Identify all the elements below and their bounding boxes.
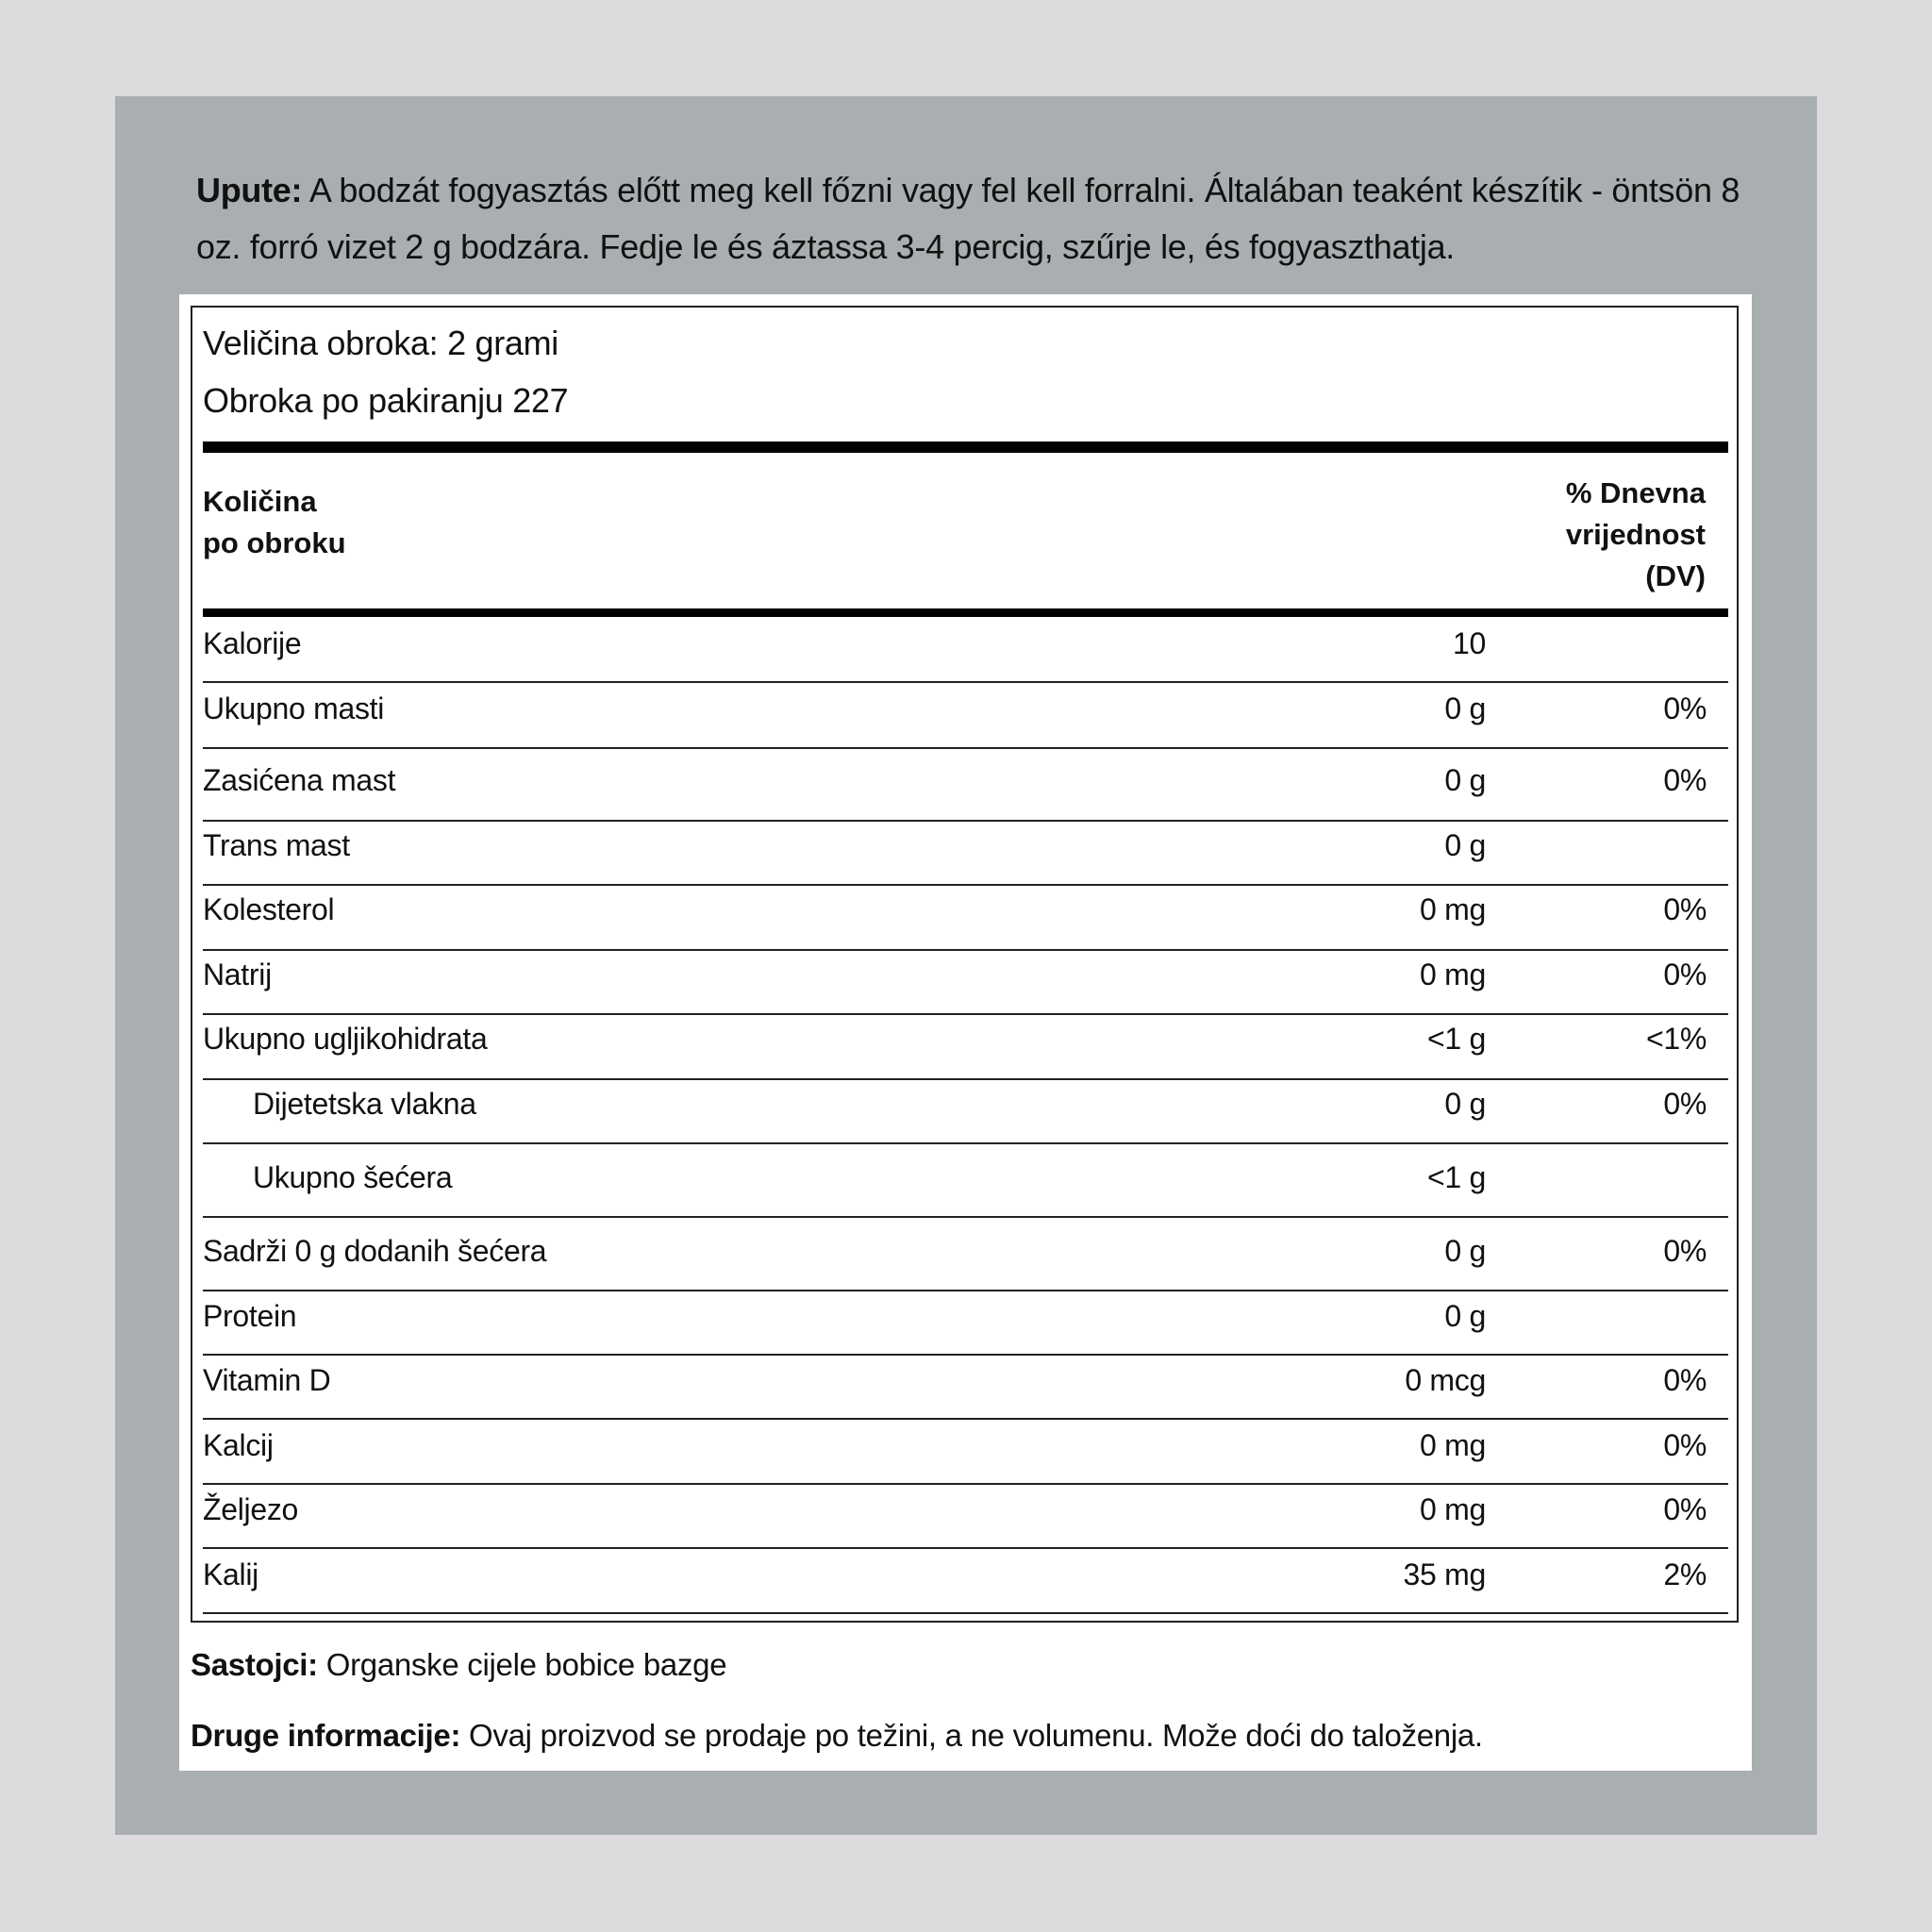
servings-per-package: Obroka po pakiranju 227: [203, 381, 569, 420]
nutrient-name: Zasićena mast: [203, 763, 396, 797]
serving-size: Veličina obroka: 2 grami: [203, 324, 559, 362]
other-info-line: [191, 1712, 1483, 1759]
nutrient-amount: 0 g: [1444, 1299, 1486, 1333]
table-row: [203, 1483, 1728, 1549]
header-amount-per-serving: [203, 481, 346, 564]
nutrient-name: Kalcij: [203, 1428, 274, 1462]
nutrient-amount: 0 g: [1444, 763, 1486, 797]
nutrient-name: Ukupno šećera: [253, 1160, 453, 1194]
nutrient-daily-value: 0%: [1663, 1087, 1707, 1121]
header-dv-line3: (DV): [1645, 559, 1706, 592]
nutrient-daily-value: 2%: [1663, 1557, 1707, 1591]
table-row: [203, 884, 1728, 951]
ingredients-line: [191, 1641, 726, 1689]
nutrient-name: Kalij: [203, 1557, 258, 1591]
nutrient-daily-value: 0%: [1663, 958, 1707, 991]
nutrient-name: Natrij: [203, 958, 272, 991]
nutrient-amount: 0 mg: [1420, 1428, 1486, 1462]
nutrient-daily-value: 0%: [1663, 892, 1707, 926]
nutrient-name: Kalorije: [203, 626, 302, 660]
header-amount-line1: Količina: [203, 485, 317, 518]
nutrient-amount: 0 g: [1444, 1234, 1486, 1268]
nutrient-daily-value: 0%: [1663, 763, 1707, 797]
table-row: [203, 1418, 1728, 1485]
nutrient-amount: <1 g: [1427, 1022, 1486, 1056]
table-row: [203, 820, 1728, 886]
nutrient-amount: <1 g: [1427, 1160, 1486, 1194]
nutrient-daily-value: <1%: [1645, 1022, 1707, 1056]
nutrient-amount: 0 g: [1444, 1087, 1486, 1121]
table-row: [203, 1354, 1728, 1420]
nutrient-daily-value: 0%: [1663, 1428, 1707, 1462]
nutrient-daily-value: 0%: [1663, 691, 1707, 725]
thick-rule-top: [203, 441, 1728, 453]
nutrient-amount: 0 mg: [1420, 958, 1486, 991]
directions-label: Upute:: [196, 171, 303, 209]
table-row: [203, 1290, 1728, 1356]
header-dv-line1: % Dnevna: [1565, 476, 1706, 509]
table-row: [203, 949, 1728, 1015]
nutrient-daily-value: 0%: [1663, 1492, 1707, 1526]
nutrient-daily-value: 0%: [1663, 1363, 1707, 1397]
nutrient-name: Trans mast: [203, 828, 350, 862]
nutrient-amount: 0 mcg: [1405, 1363, 1486, 1397]
thick-rule-header: [203, 608, 1728, 617]
nutrient-name: Sadrži 0 g dodanih šećera: [203, 1234, 547, 1268]
table-row: [203, 1078, 1728, 1144]
header-amount-line2: po obroku: [203, 526, 346, 559]
nutrient-amount: 0 mg: [1420, 1492, 1486, 1526]
nutrient-amount: 0 g: [1444, 828, 1486, 862]
ingredients-label: Sastojci:: [191, 1647, 318, 1682]
nutrient-name: Protein: [203, 1299, 297, 1333]
nutrient-amount: 0 mg: [1420, 892, 1486, 926]
table-row: [203, 617, 1728, 683]
directions-text: [196, 162, 1743, 275]
nutrient-name: Ukupno masti: [203, 691, 385, 725]
nutrient-name: Željezo: [203, 1492, 299, 1526]
header-daily-value: [1566, 473, 1706, 597]
other-info-label: Druge informacije:: [191, 1718, 461, 1753]
ingredients-text: Organske cijele bobice bazge: [317, 1647, 727, 1682]
table-row: [203, 681, 1728, 749]
table-row: [203, 1013, 1728, 1080]
nutrient-name: Ukupno ugljikohidrata: [203, 1022, 488, 1056]
table-row: [203, 1547, 1728, 1614]
header-dv-line2: vrijednost: [1565, 518, 1706, 551]
table-row: [203, 747, 1728, 822]
directions-body: A bodzát fogyasztás előtt meg kell főzni vagy fel kell forralni. Általában teaként készítik - öntsön 8 oz. forró vizet 2 g bodzára. Fedje le és áztassa 3-4 percig, szűrje le, és fogyaszthatja.: [196, 171, 1740, 266]
nutrient-name: Kolesterol: [203, 892, 335, 926]
nutrient-amount: 35 mg: [1403, 1557, 1486, 1591]
nutrient-daily-value: 0%: [1663, 1234, 1707, 1268]
table-row: [203, 1142, 1728, 1218]
nutrient-name: Vitamin D: [203, 1363, 331, 1397]
nutrient-amount: 10: [1453, 626, 1486, 660]
nutrient-amount: 0 g: [1444, 691, 1486, 725]
table-row: [203, 1216, 1728, 1291]
other-info-text: Ovaj proizvod se prodaje po težini, a ne volumenu. Može doći do taloženja.: [460, 1718, 1483, 1753]
nutrient-name: Dijetetska vlakna: [253, 1087, 476, 1121]
